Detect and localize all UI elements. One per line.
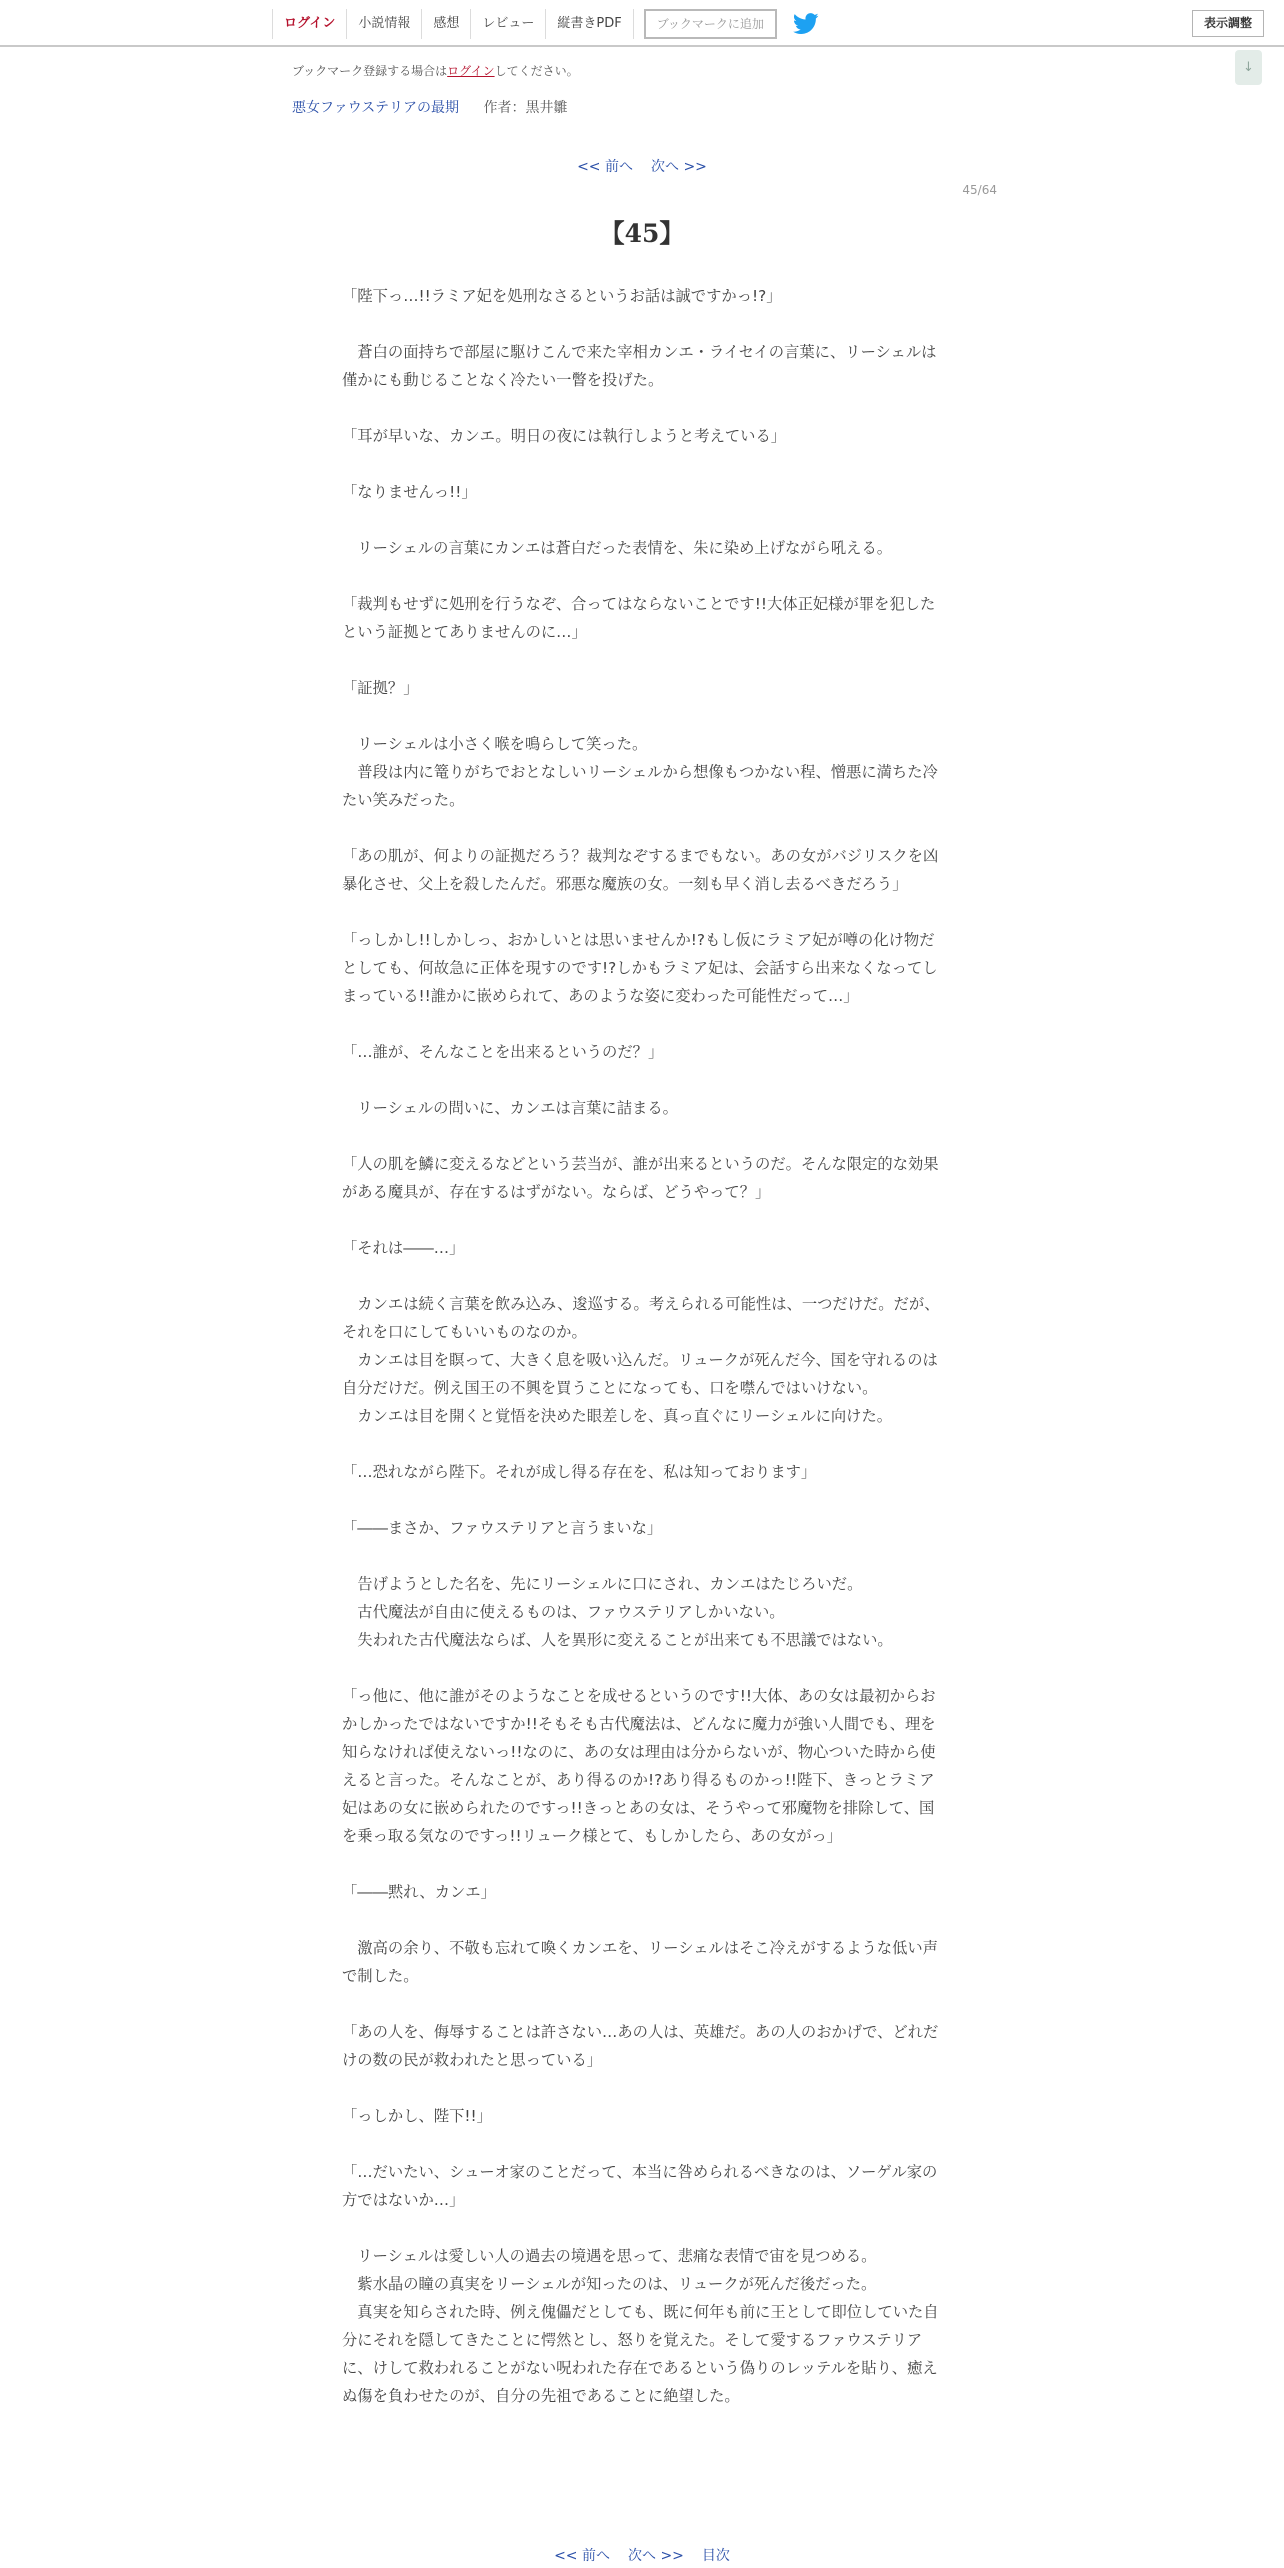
nav-vertical-pdf[interactable]: 縦書きPDF [545,9,633,39]
paragraph: 「それは――…」 [342,1239,465,1257]
paragraph: 「…誰が、そんなことを出来るというのだ？」 [342,1043,664,1061]
scroll-down-button[interactable] [1235,50,1262,85]
nav-novel-info[interactable]: 小説情報 [346,9,421,39]
twitter-icon[interactable] [793,13,819,35]
top-navigation-bar [0,0,1284,47]
paragraph: 「なりませんっ!!」 [342,483,477,501]
paragraph: 「――まさか、ファウステリアと言うまいな」 [342,1519,663,1537]
paragraph: 「耳が早いな、カンエ。明日の夜には執行しようと考えている」 [342,427,787,445]
login-note [292,62,579,79]
paragraph: 「あの肌が、何よりの証拠だろう？裁判なぞするまでもない。あの女がバジリスクを凶暴化させ、父上を殺したんだ。邪悪な魔族の女。一刻も早く消し去るべきだろう」 [342,847,939,893]
paragraph: リーシェルの言葉にカンエは蒼白だった表情を、朱に染め上げながら吼える。 [342,539,893,557]
nav-impressions[interactable]: 感想 [421,9,470,39]
paragraph: 「…恐れながら陛下。それが成し得る存在を、私は知っております」 [342,1463,817,1481]
paragraph: 激高の余り、不敬も忘れて喚くカンエを、リーシェルはそこ冷えがするような低い声で制した。 [342,1939,938,1985]
paragraph: 「っしかし、陛下!!」 [342,2107,492,2125]
novel-header [292,97,567,117]
paragraph: カンエは続く言葉を飲み込み、逡巡する。考えられる可能性は、一つだけだ。だが、それを口にしてもいいものなのか。 カンエは目を瞑って、大きく息を吸い込んだ。リュークが死んだ今、国を守れるのは自分だけだ。例え国王の不興を買うことになっても、口を噤んではいけない。 カンエは目を開くと覚悟を決めた眼差しを、真っ直ぐにリーシェルに向けた。 [342,1295,940,1425]
nav-login[interactable]: ログイン [272,9,346,39]
paragraph: 「っしかし!!しかしっ、おかしいとは思いませんか!?もし仮にラミア妃が噂の化け物だとしても、何故急に正体を現すのです!?しかもラミア妃は、会話すら出来なくなってしまっている!!誰かに嵌められて、あのような姿に変わった可能性だって…」 [342,931,938,1005]
episode-title: 【45】 [599,219,685,248]
toc-link[interactable]: 目次 [701,2548,730,2564]
prev-page-link-bottom[interactable]: << 前へ [554,2548,610,2564]
login-link[interactable]: ログイン [447,64,495,78]
paragraph: 「証拠？」 [342,679,419,697]
paragraph: 「陛下っ…!!ラミア妃を処刑なさるというお話は誠ですかっ!?」 [342,287,782,305]
paragraph: リーシェルは愛しい人の過去の境遇を思って、悲痛な表情で宙を見つめる。 紫水晶の瞳の真実をリーシェルが知ったのは、リュークが死んだ後だった。 真実を知らされた時、例え傀儡だとしても、既に何年も前に王として即位していた自分にそれを隠してきたことに愕然とし、怒りを覚えた。そして愛するファウステリアに、けして救われることがない呪われた存在であるという偽りのレッテルを貼り、癒えぬ傷を負わせたのが、自分の先祖であることに絶望した。 [342,2247,939,2405]
paragraph: 「あの人を、侮辱することは許さない…あの人は、英雄だ。あの人のおかげで、どれだけの数の民が救われたと思っている」 [342,2023,939,2069]
arrow-down-icon: ↓ [1243,60,1254,75]
display-settings-button[interactable]: 表示調整 [1192,10,1264,37]
nav-review[interactable]: レビュー [470,9,545,39]
paragraph: 「裁判もせずに処刑を行うなぞ、合ってはならないことです!!大体正妃様が罪を犯したという証拠とてありませんのに…」 [342,595,936,641]
novel-title-link[interactable]: 悪女ファウステリアの最期 [292,100,460,116]
paragraph: 「…だいたい、シューオ家のことだって、本当に咎められるべきなのは、ソーゲル家の方ではないか…」 [342,2163,938,2209]
episode-body [342,282,942,2438]
paragraph: 蒼白の面持ちで部屋に駆けこんで来た宰相カンエ・ライセイの言葉に、リーシェルは僅かにも動じることなく冷たい一瞥を投げた。 [342,343,937,389]
paragraph: 「――黙れ、カンエ」 [342,1883,496,1901]
paragraph: 告げようとした名を、先にリーシェルに口にされ、カンエはたじろいだ。 古代魔法が自由に使えるものは、ファウステリアしかいない。 失われた古代魔法ならば、人を異形に変えることが出来ても不思議ではない。 [357,1575,893,1649]
paragraph: 「人の肌を鱗に変えるなどという芸当が、誰が出来るというのだ。そんな限定的な効果がある魔具が、存在するはずがない。ならば、どうやって？」 [342,1155,939,1201]
page-count: 45/64 [962,183,997,197]
login-note-prefix: ブックマーク登録する場合は [292,64,448,78]
paragraph: リーシェルは小さく喉を鳴らして笑った。 普段は内に篭りがちでおとなしいリーシェルから想像もつかない程、憎悪に満ちた冷たい笑みだった。 [342,735,938,809]
main-nav [272,8,819,40]
pager-top [0,156,1284,176]
next-page-link[interactable]: 次へ >> [651,159,707,175]
paragraph: 「っ他に、他に誰がそのようなことを成せるというのです!!大体、あの女は最初からおかしかったではないですか!!そもそも古代魔法は、どんなに魔力が強い人間でも、理を知らなければ使えないっ!!なのに、あの女は理由は分からないが、物心ついた時から使えると言った。そんなことが、あり得るのか!?あり得るものかっ!!陛下、きっとラミア妃はあの女に嵌められたのですっ!!きっとあの女は、そうやって邪魔物を排除して、国を乗っ取る気なのですっ!!リューク様とて、もしかしたら、あの女がっ」 [342,1687,936,1845]
pager-bottom [0,2545,1284,2565]
next-page-link-bottom[interactable]: 次へ >> [628,2548,684,2564]
paragraph: リーシェルの問いに、カンエは言葉に詰まる。 [342,1099,678,1117]
add-bookmark-button[interactable]: ブックマークに追加 [644,9,777,39]
prev-page-link[interactable]: << 前へ [577,159,633,175]
author-name: 作者：黒井雛 [483,100,568,116]
login-note-suffix: してください。 [494,64,579,78]
